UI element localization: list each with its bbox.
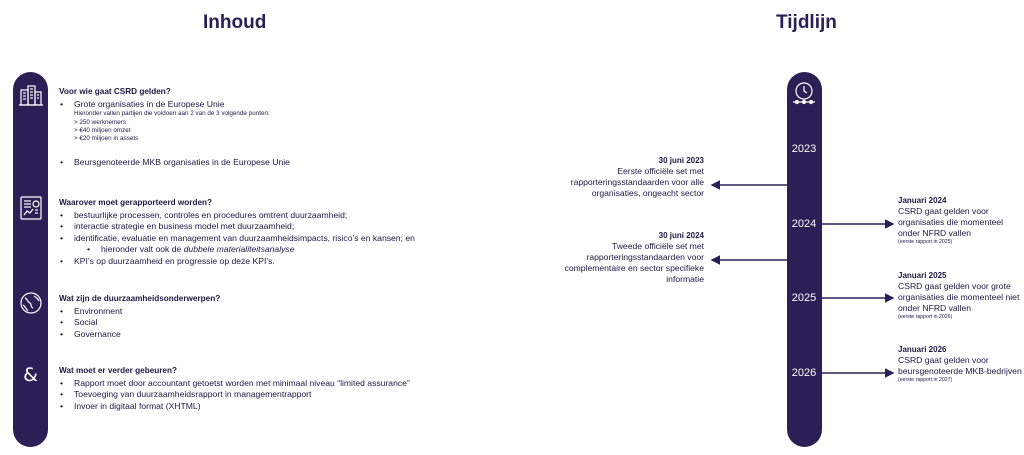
- criteria-list: [59, 110, 479, 144]
- list-item: • Invoer in digitaal format (XHTML): [59, 401, 489, 413]
- event-right: [898, 344, 1024, 384]
- list-item: • Environment: [59, 306, 479, 318]
- event-note: (eerste rapport in 2026): [898, 314, 953, 320]
- event-text: CSRD gaat gelden voor organisaties die momenteel onder NFRD vallen: [898, 206, 1004, 238]
- section-onderwerpen: [59, 293, 479, 340]
- event-note: (eerste rapport in 2027): [898, 377, 953, 383]
- globe-icon: [18, 290, 44, 316]
- event-text: CSRD gaat gelden voor grote organisaties die momenteel niet onder NFRD vallen: [898, 281, 1020, 313]
- event-date: Januari 2024: [898, 196, 947, 205]
- section-heading: Voor wie gaat CSRD gelden?: [59, 87, 171, 96]
- clock-timeline-icon: [791, 80, 817, 106]
- list-item: • KPI’s op duurzaamheid en progressie op deze KPI’s.: [59, 256, 489, 268]
- event-date: Januari 2025: [898, 271, 947, 280]
- inhoud-title: Inhoud: [203, 12, 267, 33]
- list-item: • Toevoeging van duurzaamheidsrapport in managementrapport: [59, 389, 489, 401]
- criteria-item: > 250 werknemers: [74, 118, 126, 126]
- list-item: • Social: [59, 317, 479, 329]
- event-text: Tweede officiële set met rapporteringsstandaarden voor complementaire en sector specifieke informatie: [564, 241, 704, 284]
- list-item: • Beursgenoteerde MKB organisaties in de Europese Unie: [59, 157, 479, 169]
- event-note: (eerste rapport in 2025): [898, 239, 953, 245]
- year-label: 2026: [791, 367, 817, 379]
- event-right: [898, 195, 1024, 246]
- inhoud-bar: [13, 72, 48, 447]
- event-left: [564, 230, 704, 285]
- nested-italic-text: dubbele materialiteitsanalyse: [183, 244, 295, 255]
- event-text: CSRD gaat gelden voor beursgenoteerde MKB-bedrijven: [898, 355, 1022, 376]
- nested-text: hieronder valt ook de: [101, 244, 184, 255]
- criteria-item: > €40 miljoen omzet: [74, 127, 131, 134]
- criteria-item: Hieronder vallen partijen die voldoen aan 2 van de 3 volgende punten:: [74, 110, 270, 118]
- section-voor-wie: [59, 86, 479, 168]
- section-heading: Wat zijn de duurzaamheidsonderwerpen?: [59, 294, 221, 303]
- section-verder: [59, 365, 489, 412]
- event-date: 30 juni 2024: [658, 231, 704, 240]
- section-heading: Wat moet er verder gebeuren?: [59, 366, 177, 375]
- ampersand-icon: &: [23, 364, 38, 386]
- list-item: • Grote organisaties in de Europese Unie: [59, 99, 479, 111]
- section-heading: Waarover moet gerapporteerd worden?: [59, 198, 213, 207]
- event-left: [564, 155, 704, 199]
- building-icon: [18, 82, 44, 108]
- criteria-item: > €20 miljoen in assets: [74, 135, 139, 143]
- event-text: Eerste officiële set met rapporteringsstandaarden voor alle organisaties, ongeacht sector: [570, 166, 704, 198]
- report-icon: [18, 195, 44, 221]
- list-item: • bestuurlijke processen, controles en procedures omtrent duurzaamheid;: [59, 210, 489, 222]
- event-date: 30 juni 2023: [658, 156, 704, 165]
- year-label: 2023: [791, 143, 817, 155]
- list-item: • Rapport moet door accountant getoetst worden met minimaal niveau “limited assurance”: [59, 378, 489, 390]
- section-waarover: [59, 197, 489, 268]
- nested-list-item: [59, 244, 489, 256]
- list-item: • identificatie, evaluatie en management van duurzaamheidsimpacts, risico’s en kansen; en: [59, 233, 489, 245]
- year-label: 2024: [791, 218, 817, 230]
- event-date: Januari 2026: [898, 345, 947, 354]
- year-label: 2025: [791, 292, 817, 304]
- event-right: [898, 270, 1024, 321]
- tijdlijn-title: Tijdlijn: [776, 12, 837, 33]
- list-item: • interactie strategie en business model met duurzaamheid;: [59, 221, 489, 233]
- list-item: • Governance: [59, 329, 479, 341]
